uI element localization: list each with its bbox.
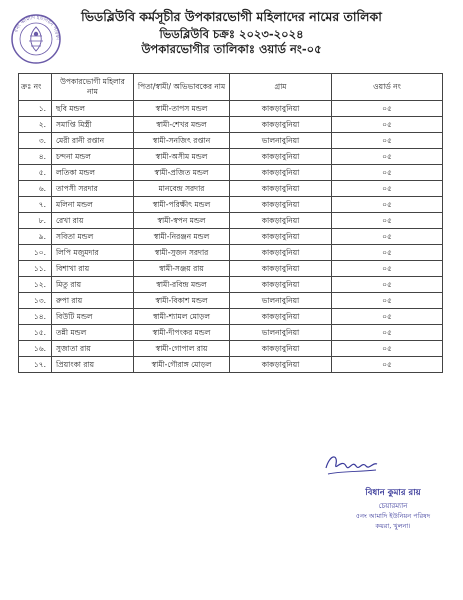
beneficiary-name-cell: সবিতা মন্ডল — [52, 229, 134, 245]
table-row — [19, 341, 443, 357]
village-cell: কাকড়াবুনিয়া — [230, 117, 332, 133]
serial-cell: ২. — [19, 117, 52, 133]
serial-cell: ৭. — [19, 197, 52, 213]
guardian-name-cell: স্বামী-শেখর মন্ডল — [134, 117, 230, 133]
guardian-name-cell: মানবেন্দ্র সরদার — [134, 181, 230, 197]
village-cell: ভালনাবুনিয়া — [230, 325, 332, 341]
serial-cell: ১০. — [19, 245, 52, 261]
table-row — [19, 309, 443, 325]
cycle-heading: ভিডব্লিউবি চক্রঃ ২০২৩-২০২৪ — [159, 27, 304, 41]
ward-cell: ০৫ — [332, 149, 443, 165]
ward-cell: ০৫ — [332, 245, 443, 261]
ward-cell: ০৫ — [332, 325, 443, 341]
beneficiary-name-cell: তন্নী মন্ডল — [52, 325, 134, 341]
guardian-name-cell: স্বামী-সনজিৎ রপ্তান — [134, 133, 230, 149]
header-village: গ্রাম — [230, 74, 332, 101]
beneficiary-name-cell: রেখা রায় — [52, 213, 134, 229]
header-serial: ক্রঃ নং — [19, 74, 52, 101]
header-ward: ওয়ার্ড নং — [332, 74, 443, 101]
guardian-name-cell: স্বামী-পরিক্ষীৎ মন্ডল — [134, 197, 230, 213]
guardian-name-cell: স্বামী-সুজন সরদার — [134, 245, 230, 261]
ward-cell: ০৫ — [332, 117, 443, 133]
ward-cell: ০৫ — [332, 197, 443, 213]
village-cell: কাকড়াবুনিয়া — [230, 229, 332, 245]
village-cell: কাকড়াবুনিয়া — [230, 181, 332, 197]
beneficiary-name-cell: রুপা রায় — [52, 293, 134, 309]
beneficiary-table — [18, 73, 443, 373]
serial-cell: ৩. — [19, 133, 52, 149]
guardian-name-cell: স্বামী-গোপাল রায় — [134, 341, 230, 357]
serial-cell: ৫. — [19, 165, 52, 181]
beneficiary-name-cell: ছবি মন্ডল — [52, 101, 134, 117]
serial-cell: ১৩. — [19, 293, 52, 309]
village-cell: কাকড়াবুনিয়া — [230, 213, 332, 229]
ward-cell: ০৫ — [332, 165, 443, 181]
table-row — [19, 261, 443, 277]
serial-cell: ১৪. — [19, 309, 52, 325]
serial-cell: ৪. — [19, 149, 52, 165]
serial-cell: ৮. — [19, 213, 52, 229]
ward-cell: ০৫ — [332, 309, 443, 325]
guardian-name-cell: স্বামী-শ্যামল মোড়ল — [134, 309, 230, 325]
village-cell: কাকড়াবুনিয়া — [230, 149, 332, 165]
ward-cell: ০৫ — [332, 277, 443, 293]
guardian-name-cell: স্বামী-সঞ্জয় রায় — [134, 261, 230, 277]
village-cell: কাকড়াবুনিয়া — [230, 309, 332, 325]
beneficiary-name-cell: বিউটি মন্ডল — [52, 309, 134, 325]
serial-cell: ৬. — [19, 181, 52, 197]
table-row — [19, 149, 443, 165]
village-cell: কাকড়াবুনিয়া — [230, 197, 332, 213]
ward-cell: ০৫ — [332, 181, 443, 197]
guardian-name-cell: স্বামী-দীপংকর মন্ডল — [134, 325, 230, 341]
serial-cell: ১. — [19, 101, 52, 117]
ward-cell: ০৫ — [332, 133, 443, 149]
ward-heading: উপকারভোগীর তালিকাঃ ওয়ার্ড নং-০৫ — [141, 42, 322, 56]
table-row — [19, 293, 443, 309]
beneficiary-name-cell: মলিনা মন্ডল — [52, 197, 134, 213]
serial-cell: ১৫. — [19, 325, 52, 341]
table-row — [19, 101, 443, 117]
beneficiary-name-cell: বিশাখা রায় — [52, 261, 134, 277]
beneficiary-name-cell: মিতু রায় — [52, 277, 134, 293]
guardian-name-cell: স্বামী-নিরঞ্জন মন্ডল — [134, 229, 230, 245]
signatory-location: কয়রা, খুলনা। — [375, 522, 411, 530]
signature-scribble-icon — [322, 448, 380, 480]
beneficiary-name-cell: সমাপ্তি মিস্ত্রী — [52, 117, 134, 133]
beneficiary-name-cell: মেরী রানী রপ্তান — [52, 133, 134, 149]
document-title: ভিডব্লিউবি কর্মসূচীর উপকারভোগী মহিলাদের নামের তালিকা — [81, 9, 382, 24]
guardian-name-cell: স্বামী-রবিন্দ্র মন্ডল — [134, 277, 230, 293]
village-cell: কাকড়াবুনিয়া — [230, 165, 332, 181]
beneficiary-name-cell: লতিকা মন্ডল — [52, 165, 134, 181]
header-name: উপকারভোগী মহিলার নাম — [52, 74, 134, 101]
village-cell: কাকড়াবুনিয়া — [230, 245, 332, 261]
table-row — [19, 133, 443, 149]
signatory-designation: চেয়ারম্যান — [378, 502, 408, 510]
serial-cell: ৯. — [19, 229, 52, 245]
ward-cell: ০৫ — [332, 293, 443, 309]
beneficiary-name-cell: লিপি মজুমদার — [52, 245, 134, 261]
table-header-row — [19, 74, 443, 101]
serial-cell: ১১. — [19, 261, 52, 277]
table-row — [19, 117, 443, 133]
village-cell: কাকড়াবুনিয়া — [230, 101, 332, 117]
table-row — [19, 229, 443, 245]
village-cell: কাকড়াবুনিয়া — [230, 261, 332, 277]
ward-cell: ০৫ — [332, 101, 443, 117]
guardian-name-cell: স্বামী-তাপস মন্ডল — [134, 101, 230, 117]
guardian-name-cell: স্বামী-গৌরাঙ্গ মোড়ল — [134, 357, 230, 373]
table-row — [19, 245, 443, 261]
ward-cell: ০৫ — [332, 213, 443, 229]
village-cell: কাকড়াবুনিয়া — [230, 277, 332, 293]
signatory-office: ৫নং আমাদি ইউনিয়ন পরিষদ — [355, 512, 431, 520]
serial-cell: ১৭. — [19, 357, 52, 373]
table-row — [19, 181, 443, 197]
village-cell: কাকড়াবুনিয়া — [230, 341, 332, 357]
village-cell: ভালনাবুনিয়া — [230, 293, 332, 309]
village-cell: কাকড়াবুনিয়া — [230, 357, 332, 373]
ward-cell: ০৫ — [332, 357, 443, 373]
serial-cell: ১৬. — [19, 341, 52, 357]
beneficiary-name-cell: চন্দনা মন্ডল — [52, 149, 134, 165]
guardian-name-cell: স্বামী-অসীম মন্ডল — [134, 149, 230, 165]
table-row — [19, 325, 443, 341]
guardian-name-cell: স্বামী-স্বপন মন্ডল — [134, 213, 230, 229]
ward-cell: ০৫ — [332, 261, 443, 277]
ward-cell: ০৫ — [332, 341, 443, 357]
village-cell: ভালনাবুনিয়া — [230, 133, 332, 149]
guardian-name-cell: স্বামী-বিকাশ মন্ডল — [134, 293, 230, 309]
table-row — [19, 197, 443, 213]
table-row — [19, 165, 443, 181]
beneficiary-name-cell: তাপসী সরদার — [52, 181, 134, 197]
table-row — [19, 213, 443, 229]
table-row — [19, 277, 443, 293]
beneficiary-name-cell: সুজাতা রায় — [52, 341, 134, 357]
header-guardian: পিতা/স্বামী/ অভিভাবকের নাম — [134, 74, 230, 101]
guardian-name-cell: স্বামী-প্রজিত মন্ডল — [134, 165, 230, 181]
signatory-name: বিধান কুমার রায় — [365, 488, 421, 498]
serial-cell: ১২. — [19, 277, 52, 293]
table-row — [19, 357, 443, 373]
beneficiary-name-cell: প্রিয়াংকা রায় — [52, 357, 134, 373]
seal-text: ৫নং আমাদি ইউনিয়ন পরিষদ — [13, 14, 61, 41]
ward-cell: ০৫ — [332, 229, 443, 245]
